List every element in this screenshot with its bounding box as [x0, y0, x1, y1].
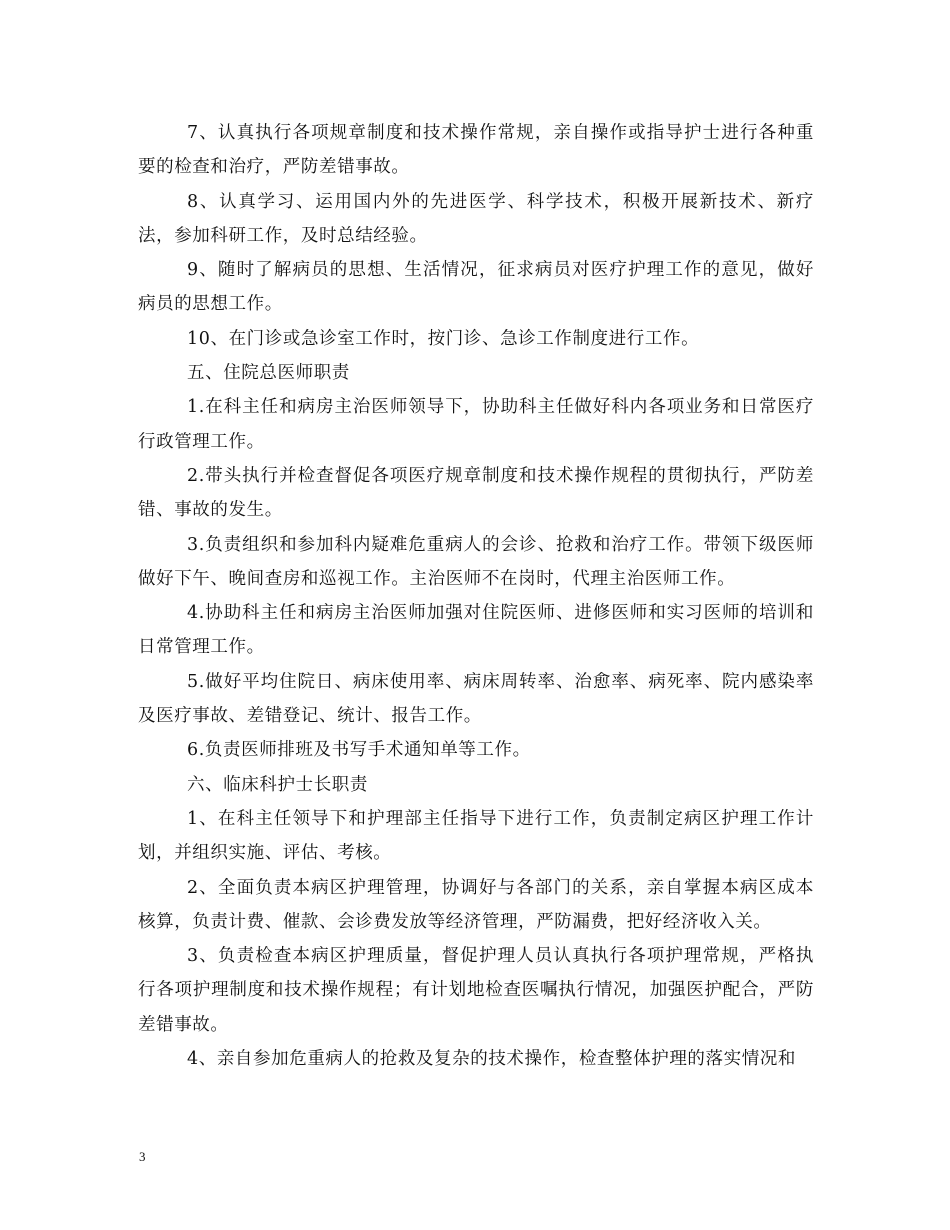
- page-number: 3: [139, 1149, 146, 1164]
- document-body: [138, 116, 814, 1076]
- section-heading: 六、临床科护士长职责: [187, 774, 368, 795]
- paragraph: 1、在科主任领导下和护理部主任指导下进行工作，负责制定病区护理工作计划，并组织实施、评估、考核。: [138, 808, 814, 864]
- paragraph: 3.负责组织和参加科内疑难危重病人的会诊、抢救和治疗工作。带领下级医师做好下午、晚间查房和巡视工作。主治医师不在岗时，代理主治医师工作。: [138, 534, 814, 589]
- paragraph: 2.带头执行并检查督促各项医疗规章制度和技术操作规程的贯彻执行，严防差错、事故的发生。: [138, 465, 814, 521]
- paragraph: 7、认真执行各项规章制度和技术操作常规，亲自操作或指导护士进行各种重要的检查和治疗，严防差错事故。: [138, 123, 814, 178]
- paragraph: 1.在科主任和病房主治医师领导下，协助科主任做好科内各项业务和日常医疗行政管理工作。: [138, 397, 814, 452]
- paragraph: 9、随时了解病员的思想、生活情况，征求病员对医疗护理工作的意见，做好病员的思想工作。: [138, 260, 814, 315]
- paragraph: 10、在门诊或急诊室工作时，按门诊、急诊工作制度进行工作。: [187, 328, 700, 349]
- paragraph: 4、亲自参加危重病人的抢救及复杂的技术操作，检查整体护理的落实情况和: [187, 1049, 797, 1070]
- paragraph: 2、全面负责本病区护理管理，协调好与各部门的关系，亲自掌握本病区成本核算，负责计费、催款、会诊费发放等经济管理，严防漏费，把好经济收入关。: [138, 877, 814, 932]
- paragraph: 4.协助科主任和病房主治医师加强对住院医师、进修医师和实习医师的培训和日常管理工作。: [138, 603, 814, 658]
- paragraph: 3、负责检查本病区护理质量，督促护理人员认真执行各项护理常规，严格执行各项护理制度和技术操作规程；有计划地检查医嘱执行情况，加强医护配合，严防差错事故。: [138, 946, 814, 1035]
- paragraph: 5.做好平均住院日、病床使用率、病床周转率、治愈率、病死率、院内感染率及医疗事故、差错登记、统计、报告工作。: [138, 671, 814, 727]
- section-heading: 五、住院总医师职责: [187, 363, 350, 384]
- paragraph: 6.负责医师排班及书写手术通知单等工作。: [187, 740, 531, 761]
- paragraph: 8、认真学习、运用国内外的先进医学、科学技术，积极开展新技术、新疗法，参加科研工作，及时总结经验。: [138, 191, 814, 246]
